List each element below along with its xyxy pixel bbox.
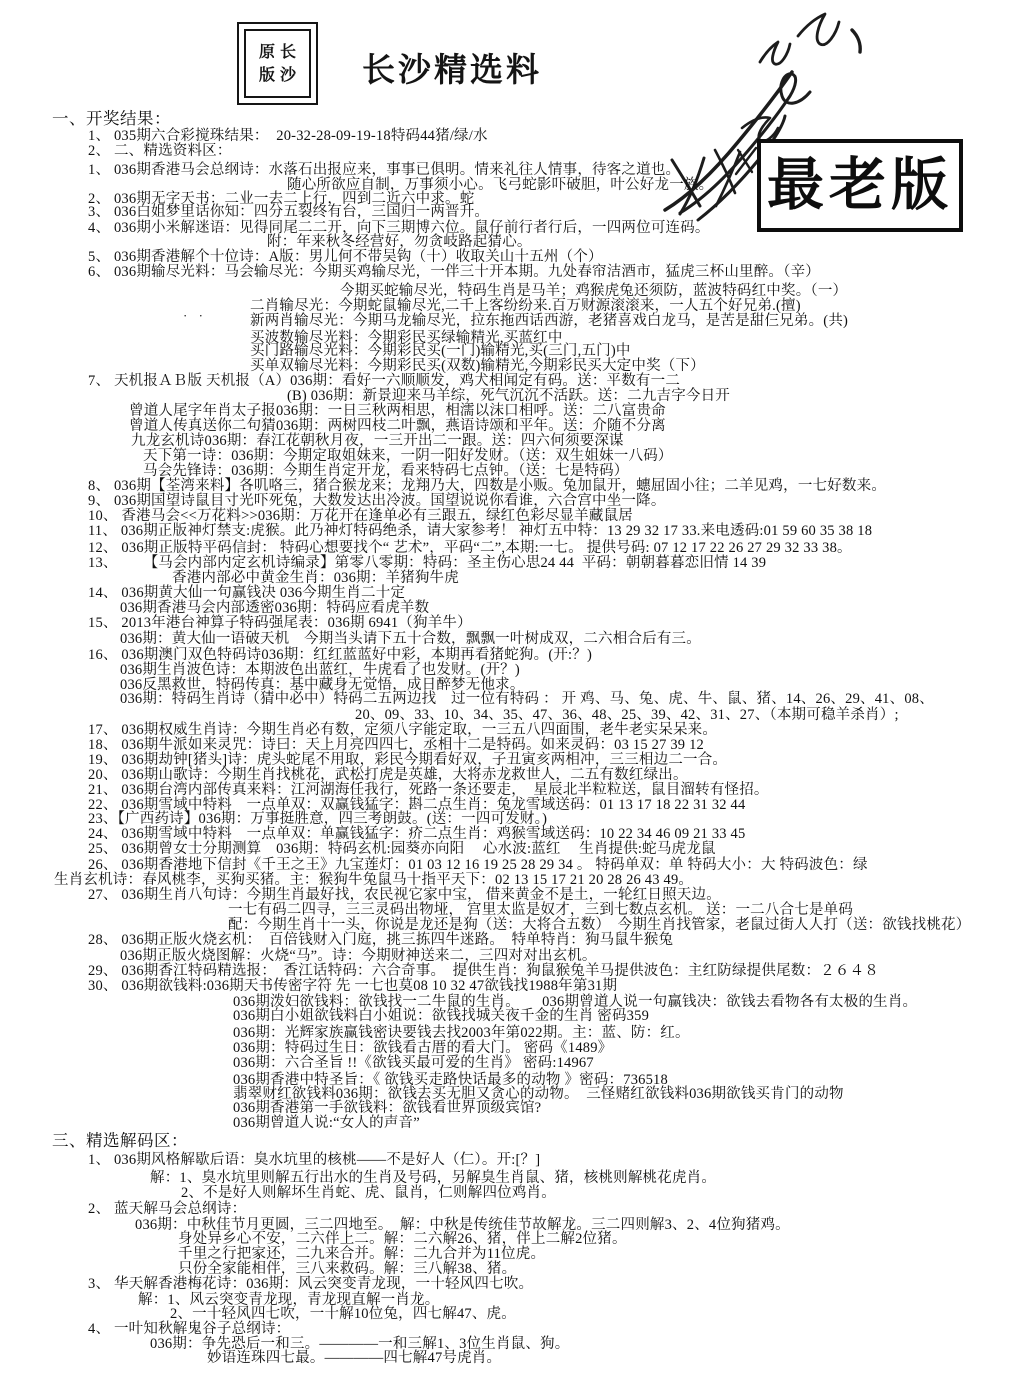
text-line: 036期：六合圣旨 !!《欲钱买最可爱的生肖》 密码:14967: [233, 1055, 594, 1071]
text-line: 10、 香港马会<<万花料>>036期：万花开在逢单必有三跟五，绿红色彩尽显羊藏鼠居: [88, 508, 633, 524]
text-line: 20、 036期山歌诗：今期生肖找桃花，武松打虎是英雄，大将赤龙救世人，二五有数红绿出。: [88, 767, 688, 783]
text-line: 036期：光辉家族赢钱密诀要钱去找2003年第022期。主：蓝、防：红。: [233, 1025, 690, 1041]
text-line: 036期：黄大仙一语破天机 今期当头请下五十合数，飘飘一叶树成双，二六相合后有三。: [120, 631, 701, 647]
text-line: 香港内部必中黄金生肖：036期：羊猪狗牛虎: [172, 570, 459, 586]
text-line: 随心所欲应自制，万事须小心。飞弓蛇影吓破胆，叶公好龙一族。: [287, 177, 714, 193]
text-line: 14、 036期黄大仙一句赢钱决 036今期生肖二十定: [88, 585, 406, 601]
page-title: 长沙精选料: [362, 51, 542, 88]
text-line: 5、 036期香港解个十位诗：A版：男儿何不带吴钩（十）收取关山十五州（个）: [88, 249, 603, 265]
text-line: 配：今期生肖十一头，你说是龙还是狗（送：大将合五数） 今期生肖找管家，老鼠过街人人打（送：欲钱找桃花）: [228, 917, 971, 933]
text-line: 买门路输尽光料：今期彩民买(一门)输精光,买(三门,五门)中: [250, 343, 631, 359]
text-line: 27、 036期生肖八句诗：今期生肖最好找，农民视它家中宝， 借来黄金不是土，一轮红日照天边。: [88, 887, 721, 903]
text-line: 翡翠财红欲钱料036期：欲钱去买无胆又贪心的动物。 三怪赌红欲钱料036期欲钱买肯门的动物: [233, 1086, 844, 1102]
text-line: 马会先锋诗：036期：今期生肖定开龙，看来特码七点钟。（送：七是特码）: [143, 463, 629, 479]
text-line: 新两肖输尽光：今期马龙输尽光，拉东拖西话西游，老猪喜戏白龙马，是苦是甜仨兄弟。(共): [250, 313, 849, 329]
text-line: 036期：中秋佳节月更圆，三二四地至。 解：中秋是传统佳节故解龙。三二四则解3、2、4位狗猪鸡。: [135, 1217, 790, 1233]
text-line: 4、 一叶知秋解鬼谷子总纲诗：: [88, 1321, 291, 1337]
text-line: 036期香港马会内部透密036期：特码应看虎羊数: [120, 600, 430, 616]
text-line: 曾道人传真送你二句猜036期：两树四枝二叶飘，燕语诗颂和平年。送：介随不分离: [129, 418, 666, 434]
oldest-version-badge: [757, 139, 963, 232]
text-line: 只份全家能相伴，三八来救码。解：三八解38、猪。: [178, 1261, 517, 1277]
text-line: 036期香港第一手欲钱料：欲钱看世界顶级宾馆?: [233, 1100, 542, 1116]
stamp-box: [237, 22, 318, 105]
text-line: 036期：特码生肖诗（猜中必中）特码二五两边找 过一位有特码 ： 开 鸡、马、兔、虎、牛、鼠、猪、14、26、29、41、08、: [120, 691, 934, 707]
text-line: 生肖玄机诗：春风桃李，买狗买猪。主：猴狗牛兔鼠马十指平天下：02 13 15 17 21 20 28 26 43 49。: [54, 872, 694, 888]
text-line: 附：年来秋冬经营好，勿贪岐路起猜心。: [267, 234, 532, 250]
text-line: 16、 036期澳门双色特码诗036期：红红蓝蓝好中彩，本期再看猪蛇狗。(开:？): [88, 647, 593, 663]
text-line: 19、 036期劫钟[猪头]诗：虎头蛇尾不用取，彩民今期看好双，子丑寅亥两相冲，三三相边二一合。: [88, 752, 728, 768]
text-line: 036期：争先恐后一和三。————一和三解1、3位生肖鼠、狗。: [150, 1336, 570, 1352]
text-line: 买单双输尽光料：今期彩民买(双数)输精光,今期彩民买大定中奖（下）: [250, 358, 705, 374]
text-line: 26、 036期香港地下信封《千王之王》九宝莲灯：01 03 12 16 19 25 28 29 34 。 特码单双：单 特码大小：大 特码波色：绿: [88, 857, 868, 873]
text-line: 036期香港中特圣旨：《 欲钱买走路快话最多的动物 》密码：736518: [233, 1072, 668, 1088]
stamp-inner-frame: [244, 29, 311, 98]
text-line: 15、 2013年港台神算子特码强尾表：036期 6941（狗羊牛）: [88, 615, 472, 631]
text-line: 2、不是好人则解坏生肖蛇、虎、鼠肖，仁则解四位鸡肖。: [181, 1185, 556, 1201]
text-line: 036期泼妇欲钱料：欲钱找一二牛鼠的生肖。 036期曾道人说一句赢钱决：欲钱去看物各有太极的生肖。: [233, 994, 918, 1010]
text-line: 036期：特码过生日：欲钱看古厝的看大门。 密码《1489》: [233, 1040, 613, 1056]
text-line: 3、 华天解香港梅花诗：036期：风云突变青龙现，一十轻风四七吹。: [88, 1276, 534, 1292]
text-line: 一七有码二四寻，三三灵码出物垭， 宫里太监是奴才，三到七数点玄机。 送：一二八合七是单码: [228, 902, 854, 918]
text-line: 3、 036白姐梦里话你知：四分五裂终有台，三国归一两晋升。: [88, 204, 490, 220]
text-line: 29、 036期香江特码精选报： 香江话特码：六合奇事。 提供生肖：狗鼠猴兔羊马提供波色：主红防绿提供尾数：２６４８: [88, 963, 879, 979]
text-line: 6、 036期输尽光料：马会输尽光：今期买鸡输尽光，一伴三十开本期。九处春帘洁酒市，猛虎三杯山里醉。（辛）: [88, 264, 820, 280]
stamp-text-line2: 版沙: [258, 66, 301, 84]
text-line: 1、 036期风格解歇后语：臭水坑里的核桃——不是好人（仁）。开:[？]: [88, 1152, 541, 1168]
text-line: 解：1、风云突变青龙现，青龙现直解一肖龙。: [138, 1292, 440, 1308]
text-line: (B) 036期：新景迎来马羊综，死气沉沉不活跃。送：二九吉字今日开: [287, 388, 731, 404]
text-line: 21、 036期台湾内部传真来料：江河湖海任我行，死路一条还要走， 星辰北半粒粒送，鼠目溜转有怪招。: [88, 782, 769, 798]
text-line: 2、 036期无字天书：二业一去二上行，四到二近六中求。蛇: [88, 191, 475, 207]
text-line: 18、 036期牛派如来灵咒：诗曰：天上月亮四四七，丞相十二是特码。如来灵码：03 15 27 39 12: [88, 737, 704, 753]
text-line: 2、 二、精选资料区：: [88, 143, 232, 159]
text-line: 1、 036期香港马会总纲诗：水落石出报应来，事事已俱明。情来礼往人情事，待客之道也。: [88, 162, 681, 178]
text-line: 天下第一诗：036期：今期定取姐妹来，一阴一阳好发财。（送：双生姐妹一八码）: [143, 448, 673, 464]
text-line: 17、 036期权威生肖诗：今期生肖必有数，定须八字能定取，一三五八四面围，老牛老实呆呆来。: [88, 722, 718, 738]
stamp-text-line1: 原长: [258, 43, 301, 61]
text-line: 036期生肖波色诗：本期波色出蓝红，牛虎看了也发财。(开？): [120, 662, 520, 678]
text-line: 30、 036期欲钱料:036期天书传密字符 先 一七也莫08 10 32 47欲钱找1988年第31期: [88, 978, 618, 994]
text-line: 8、 036期【荃湾来料】各叽咯三，猪合猴龙来；龙翔乃大，四数是小贩。兔加鼠开，蟪屈固小往；二羊见鸡，一七好数来。: [88, 478, 887, 494]
text-line: 28、 036期正版火烧玄机： 百倍钱财入门庭，挑三拣四牛迷路。 特单特肖：狗马鼠牛猴兔: [88, 932, 674, 948]
oldest-version-badge-text: 最老版: [767, 153, 953, 217]
text-line: 妙语连珠四七最。————四七解47号虎肖。: [207, 1350, 502, 1366]
text-line: 身处异乡心不安，二六伴上二。解：二六解26、猪，伴上二解2位猪。: [178, 1231, 627, 1247]
text-line: 25、 036期曾女士分期测算 036期：特码玄机:园葵亦向阳 心水波:蓝红 生肖提供:蛇马虎龙鼠: [88, 841, 716, 857]
text-line: 曾道人尾字年肖太子报036期：一日三秋两相思，相濡以沫口相呼。送：二八富贵命: [129, 403, 666, 419]
text-line: 2、一十轻风四七吹，一十解10位兔，四七解47、虎。: [170, 1306, 516, 1322]
text-line: 二肖输尽光：今期蛇鼠输尽光,二千上客纷纷来.百万财源滚滚来，一人五个好兄弟.(擅): [250, 298, 801, 314]
text-line: 1、 035期六合彩搅珠结果： 20-32-28-09-19-18特码44猪/绿/水: [88, 128, 488, 144]
text-line: 今期买蛇输尽光，特码生肖是马羊；鸡猴虎兔还须防，蓝波特码红中奖。（一）: [340, 283, 848, 299]
text-line: 036期正版火烧图解：火烧“马”。诗：今期财神送来二，三四对对出玄机。: [120, 948, 597, 964]
text-line: 036反黑救世，特码传真：基中藏身无觉悟，成日醉梦无他求。: [120, 677, 525, 693]
text-line: · ·: [183, 308, 207, 323]
text-line: 千里之行把家还，二九来合并。解：二九合并为11位虎。: [178, 1246, 546, 1262]
text-line: 4、 036期小米解迷语：见得同尾二二开，向下三期博六位。鼠仔前行者行后，一四两位可连码。: [88, 220, 710, 236]
text-line: 2、 蓝天解马会总纲诗：: [88, 1201, 247, 1217]
text-line: 九龙玄机诗036期：春江花朝秋月夜，一三开出二一跟。送：四六何须要深谋: [131, 433, 624, 449]
text-line: 12、 036期正版特平码信封： 特码心想要找个“ 艺术”，平码“二”,本期:一七。 提供号码: 07 12 17 22 26 27 29 32 33 38。: [88, 540, 852, 556]
text-line: 22、 036期雪域中特料 一点单双：双赢钱猛字：斟二点生肖：兔龙雪域送码：01 13 17 18 22 31 32 44: [88, 797, 746, 813]
text-line: 23、【广西药诗】036期：万事挺胜意，四三考朗鼓。(送：一四可发财。): [88, 811, 548, 827]
text-line: 20、09、33、10、34、35、47、36、48、25、39、42、31、27、（本期可稳羊杀肖）;: [355, 707, 899, 723]
text-line: 买波数输尽光料：今期彩民买绿输精光,买蓝红中: [250, 330, 563, 346]
text-line: 解：1、臭水坑里则解五行出水的生肖及号码，另解臭生肖鼠、猪，核桃则解桃花虎肖。: [150, 1170, 717, 1186]
section-heading: 一、开奖结果：: [52, 109, 171, 128]
text-line: 036期白小姐欲钱料白小姐说：欲钱找城关夜千金的生肖 密码359: [233, 1008, 650, 1024]
text-line: 7、 天机报ＡＢ版 天机报（A）036期：看好一六顺顺发，鸡犬相闻定有码。送：平数有一二: [88, 373, 681, 389]
text-line: 9、 036期国望诗鼠目寸光吓死兔，大数发达出冷波。国望说说你看谁，六合宫中坐一降。: [88, 493, 666, 509]
text-line: 24、 036期雪域中特料 一点单双：单赢钱猛字：疥二点生肖：鸡猴雪域送码：10 22 34 46 09 21 33 45: [88, 826, 746, 842]
section-heading: 三、精选解码区：: [52, 1131, 188, 1150]
text-line: 036期曾道人说:“女人的声音”: [233, 1115, 420, 1131]
text-line: 13、 【马会内部内定玄机诗编录】第零八零期：特码：圣主伤心思24 44 平码：朝朝暮暮恋旧情 14 39: [88, 555, 767, 571]
text-line: 11、 036期正版神灯禁支:虎猴。此乃神灯特码绝杀，请大家参考！ 神灯五中特：13 29 32 17 33.来电透码:01 59 60 35 38 18: [88, 523, 873, 539]
